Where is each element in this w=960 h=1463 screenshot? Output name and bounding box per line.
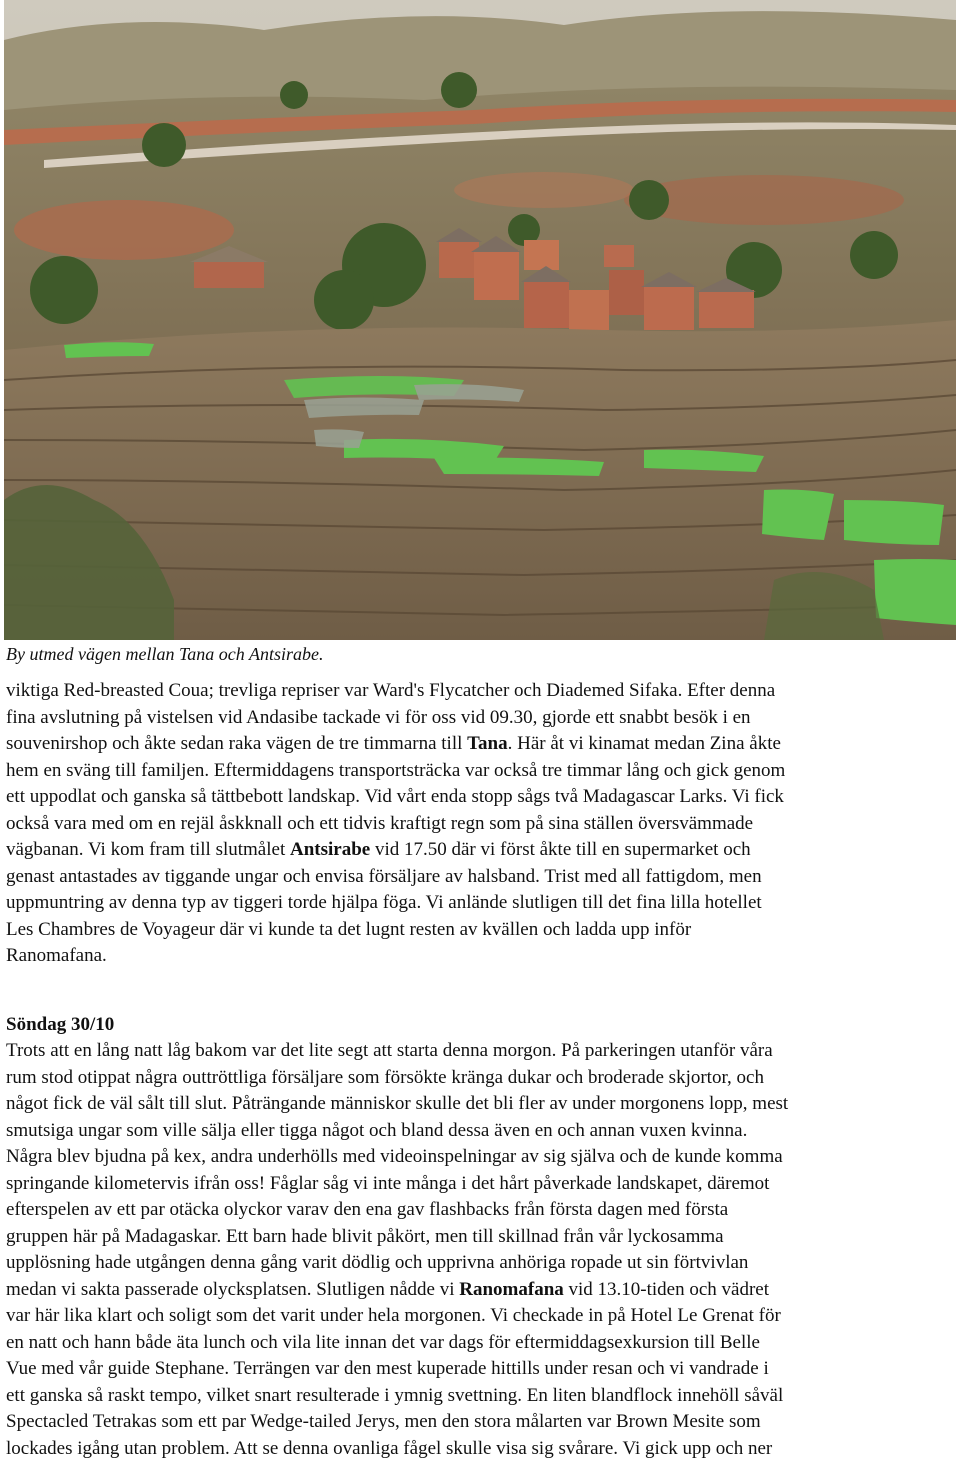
- text-line: souvenirshop och åkte sedan raka vägen de tre timmarna till Tana. Här åt vi kinamat medan Zina åkte: [6, 733, 781, 754]
- text-line: rum stod otippat några outtröttliga försäljare som försökte kränga dukar och broderade skjortor, och: [6, 1066, 764, 1088]
- text-line: ett uppodlat och ganska så tättbebott landskap. Vid vårt enda stopp sågs två Madagascar Larks. Vi fick: [6, 786, 784, 807]
- text-line: gruppen här på Madagaskar. Ett barn hade blivit påkört, men till skillnad från vår lyckosamma: [6, 1225, 724, 1247]
- text-line: något fick de väl sålt till slut. Påträngande människor skulle det bli fler av under morgonens lopp, mest: [6, 1093, 789, 1114]
- text-line: lockades igång utan problem. Att se denna ovanliga fågel skulle visa sig svårare. Vi gick upp och ner: [6, 1437, 773, 1459]
- text-line: efterspelen av ett par otäcka olyckor varav den ena gav flashbacks från första dagen med första: [6, 1199, 729, 1220]
- text-line: Vue med vår guide Stephane. Terrängen var den mest kuperade hittills under resan och vi vandrade i: [6, 1358, 769, 1379]
- text-line: upplösning hade utgången denna gång varit dödlig och upprivna anhöriga ropade ut sin förtvivlan: [6, 1252, 749, 1273]
- text-line: fina avslutning på vistelsen vid Andasibe tackade vi för oss vid 09.30, gjorde ett snabbt besök i en: [6, 706, 751, 728]
- text-line: Trots att en lång natt låg bakom var det lite segt att starta denna morgon. På parkeringen utanför våra: [6, 1040, 773, 1061]
- text-line: hem en sväng till familjen. Eftermiddagens transportsträcka var också tre timmar lång och gick genom: [6, 759, 786, 781]
- section-heading: Söndag 30/10: [6, 1014, 115, 1035]
- text-line: var här lika klart och soligt som det varit under hela morgonen. Vi checkade in på Hotel Le Grenat för: [6, 1305, 781, 1326]
- place-name-bold: Antsirabe: [289, 839, 371, 860]
- place-name-bold: Ranomafana: [459, 1278, 564, 1300]
- text-line: ett ganska så raskt tempo, vilket snart resulterade i ymnig svettning. En liten blandflock innehöll såväl: [6, 1384, 784, 1406]
- text-line: vägbanan. Vi kom fram till slutmålet Antsirabe vid 17.50 där vi först åkte till en supermarket och: [6, 839, 751, 860]
- paragraph-2: [6, 1038, 958, 1462]
- text-line: Ranomafana.: [6, 945, 107, 966]
- text-line: smutsiga ungar som ville sälja eller tigga något och bland dessa även en och annan vuxen kvinna.: [6, 1119, 748, 1141]
- text-line: Några blev bjudna på kex, andra underhölls med videoinspelningar av sig själva och de kunde komma: [6, 1146, 783, 1167]
- paragraph-1: [6, 678, 958, 970]
- text-line: medan vi sakta passerade olycksplatsen. Slutligen nådde vi Ranomafana vid 13.10-tiden och vädret: [6, 1278, 770, 1300]
- landscape-photo: [4, 0, 956, 640]
- text-line: springande kilometervis ifrån oss! Fåglar såg vi inte många i det hårt påverkade landskapet, däremot: [6, 1172, 770, 1194]
- text-line: en natt och hann både äta lunch och vila lite innan det var dags för eftermiddagsexkursion till Belle: [6, 1331, 760, 1353]
- text-line: genast antastades av tiggande ungar och envisa försäljare av halsband. Trist med all fattigdom, men: [6, 865, 762, 887]
- text-line: också vara med om en rejäl åskknall och ett tidvis kraftigt regn som på sina ställen översvämmade: [6, 812, 754, 834]
- text-line: uppmuntring av denna typ av tiggeri torde hjälpa föga. Vi anlände slutligen till det fina lilla hotellet: [6, 892, 762, 913]
- text-line: viktiga Red-breasted Coua; trevliga repriser var Ward's Flycatcher och Diademed Sifaka. Efter denna: [6, 680, 776, 701]
- text-line: Les Chambres de Voyageur där vi kunde ta det lugnt resten av kvällen och ladda upp inför: [6, 918, 692, 940]
- photo-caption: By utmed vägen mellan Tana och Antsirabe.: [6, 644, 324, 664]
- text-line: Spectacled Tetrakas som ett par Wedge-tailed Jerys, men den stora målarten var Brown Mesite som: [6, 1411, 761, 1432]
- place-name-bold: Tana: [467, 733, 508, 754]
